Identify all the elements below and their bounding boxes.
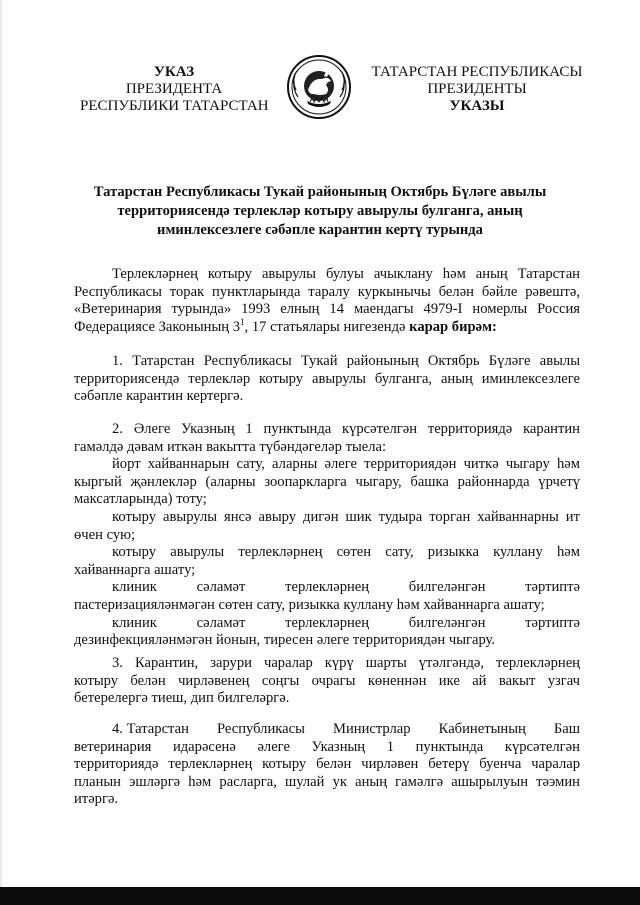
item-2-sub3-line: хайваннарга ашату;	[74, 561, 196, 578]
title-line: иминлексезлеге сәбәпле карантин кертү турында	[157, 222, 483, 238]
title-line: территориясендә терлекләр котыру авырулы булганга, аның	[117, 203, 523, 219]
item-4-line	[74, 739, 580, 757]
item-1-line: сәбәпле карантин кертергә.	[74, 388, 244, 405]
title-line: Татарстан Республикасы Тукай районының Октябрь Бүләге авылы	[93, 184, 547, 200]
header-right-line2: ПРЕЗИДЕНТЫ	[427, 81, 527, 97]
item-2-sub1-line: йорт хайваннарын сату, аларны әлеге территориядән читкә чыгару һәм	[112, 456, 580, 473]
item-3-line: котыру белән чирләвенең соңгы очрагы көненнән ике ай вакыт узгач	[74, 672, 580, 689]
item-2-sub2-line: котыру авырулы янсә авыру дигән шик тудыра торган хайваннарны ит	[112, 508, 580, 525]
item-3-line: бетерелергә тиеш, дип билгеләргә.	[74, 690, 290, 707]
word: күрсәтелгән	[504, 738, 580, 755]
header-left-line3: РЕСПУБЛИКИ ТАТАРСТАН	[80, 98, 269, 114]
item-2-line: гамәлдә дәвам иткән вакытта түбәндәгеләр тыела:	[74, 438, 387, 455]
item-3-paragraph	[74, 655, 580, 708]
item-4-paragraph	[74, 721, 580, 809]
word: Указның	[311, 738, 366, 755]
item-2-sub1-line: кыргый җәнлекләр (аларны зоопаркларга чыгару, башка районнарда үрчетү	[74, 473, 580, 490]
word: терлекләрнең	[285, 614, 370, 631]
item-2-sub4-line	[74, 579, 580, 597]
word: сәламәт	[196, 579, 246, 596]
preamble-line: Терлекләрнең котыру авырулы булуы ачыклану һәм аның Татарстан	[112, 266, 580, 282]
scan-edge	[0, 0, 2, 905]
preamble-article-superscript: 1	[240, 316, 245, 327]
item-2-sub2-line: өчен сую;	[74, 526, 136, 543]
header-left-russian	[80, 64, 268, 115]
header-right-tatar	[368, 64, 586, 115]
preamble-line: Республикасы торак пунктларында таралу куркынычы белән бәйле рәвештә,	[74, 283, 580, 300]
item-2-line: 2. Әлеге Указның 1 пунктында күрсәтелгән территориядә карантин	[112, 421, 580, 437]
word: терлекләрнең	[285, 579, 370, 596]
word: сәламәт	[196, 614, 246, 631]
word: билгеләнгән	[408, 614, 486, 631]
decree-title	[60, 183, 580, 240]
item-2-sub1-line: максатларында) тоту;	[74, 491, 207, 508]
word: тәртиптә	[525, 614, 580, 631]
item-4-line	[74, 721, 580, 739]
item-1-paragraph	[74, 353, 580, 406]
preamble-paragraph	[74, 266, 580, 336]
word: 4. Татарстан	[112, 721, 189, 737]
preamble-law-text: Федерациясе Законының 3	[74, 318, 241, 335]
word: ветеринария	[74, 738, 152, 755]
word: билгеләнгән	[408, 579, 486, 596]
word: пунктында	[415, 738, 484, 755]
item-2-paragraph	[74, 421, 580, 650]
header-right-line1: ТАТАРСТАН РЕСПУБЛИКАСЫ	[371, 64, 583, 80]
word: Республикасы	[216, 721, 305, 737]
word: идарәсенә	[172, 738, 236, 755]
word: Кабинетының	[438, 721, 526, 737]
preamble-line	[74, 316, 580, 337]
item-2-sub3-line: котыру авырулы терлекләрнең сөтен сату, ризыкка куллану һәм	[112, 544, 580, 561]
item-4-line: итәргә.	[74, 791, 119, 808]
word: әлеге	[257, 738, 290, 755]
header-left-line2: ПРЕЗИДЕНТА	[125, 81, 223, 97]
scan-bottom-bar	[0, 887, 640, 905]
item-1-line: 1. Татарстан Республикасы Тукай районының Октябрь Бүләге авылы	[112, 353, 580, 369]
tatarstan-coat-of-arms-icon	[286, 54, 352, 120]
item-2-sub5-line	[74, 615, 580, 633]
word: клиник	[112, 579, 157, 596]
word: 1	[386, 738, 394, 755]
item-2-sub4-line: пастеризацияләнмәгән сөтен сату, ризыкка куллану һәм хайваннарга ашату;	[74, 596, 545, 613]
preamble-articles-text: , 17 статьялары нигезендә	[244, 318, 410, 335]
header-left-title: УКАЗ	[153, 64, 195, 80]
word: клиник	[112, 614, 157, 631]
word: Баш	[553, 721, 580, 737]
header-right-title: УКАЗЫ	[449, 98, 505, 114]
item-2-sub5-line: дезинфекцияләнмәгән йонын, тиресен әлеге территориядән чыгару.	[74, 632, 496, 649]
item-4-line: территориядә терлекләрнең котыру белән чирләвен бетерү буенча чаралар	[74, 756, 580, 773]
word: тәртиптә	[525, 579, 580, 596]
item-3-line: 3. Карантин, зарури чаралар күрү шарты үтәлгәндә, терлекләрнең	[112, 655, 580, 671]
preamble-decision: карар бирәм:	[409, 318, 497, 335]
item-1-line: территориясендә терлекләр котыру авырулы булганга, аның иминлексезлеге	[74, 370, 580, 387]
item-4-line: планын эшләргә һәм расларга, шулай ук аның гамәлгә ашырылуын тәэмин	[74, 773, 580, 790]
preamble-line: «Ветеринария турында» 1993 елның 14 маендагы 4979-I номерлы Россия	[74, 301, 580, 318]
word: Министрлар	[332, 721, 411, 737]
